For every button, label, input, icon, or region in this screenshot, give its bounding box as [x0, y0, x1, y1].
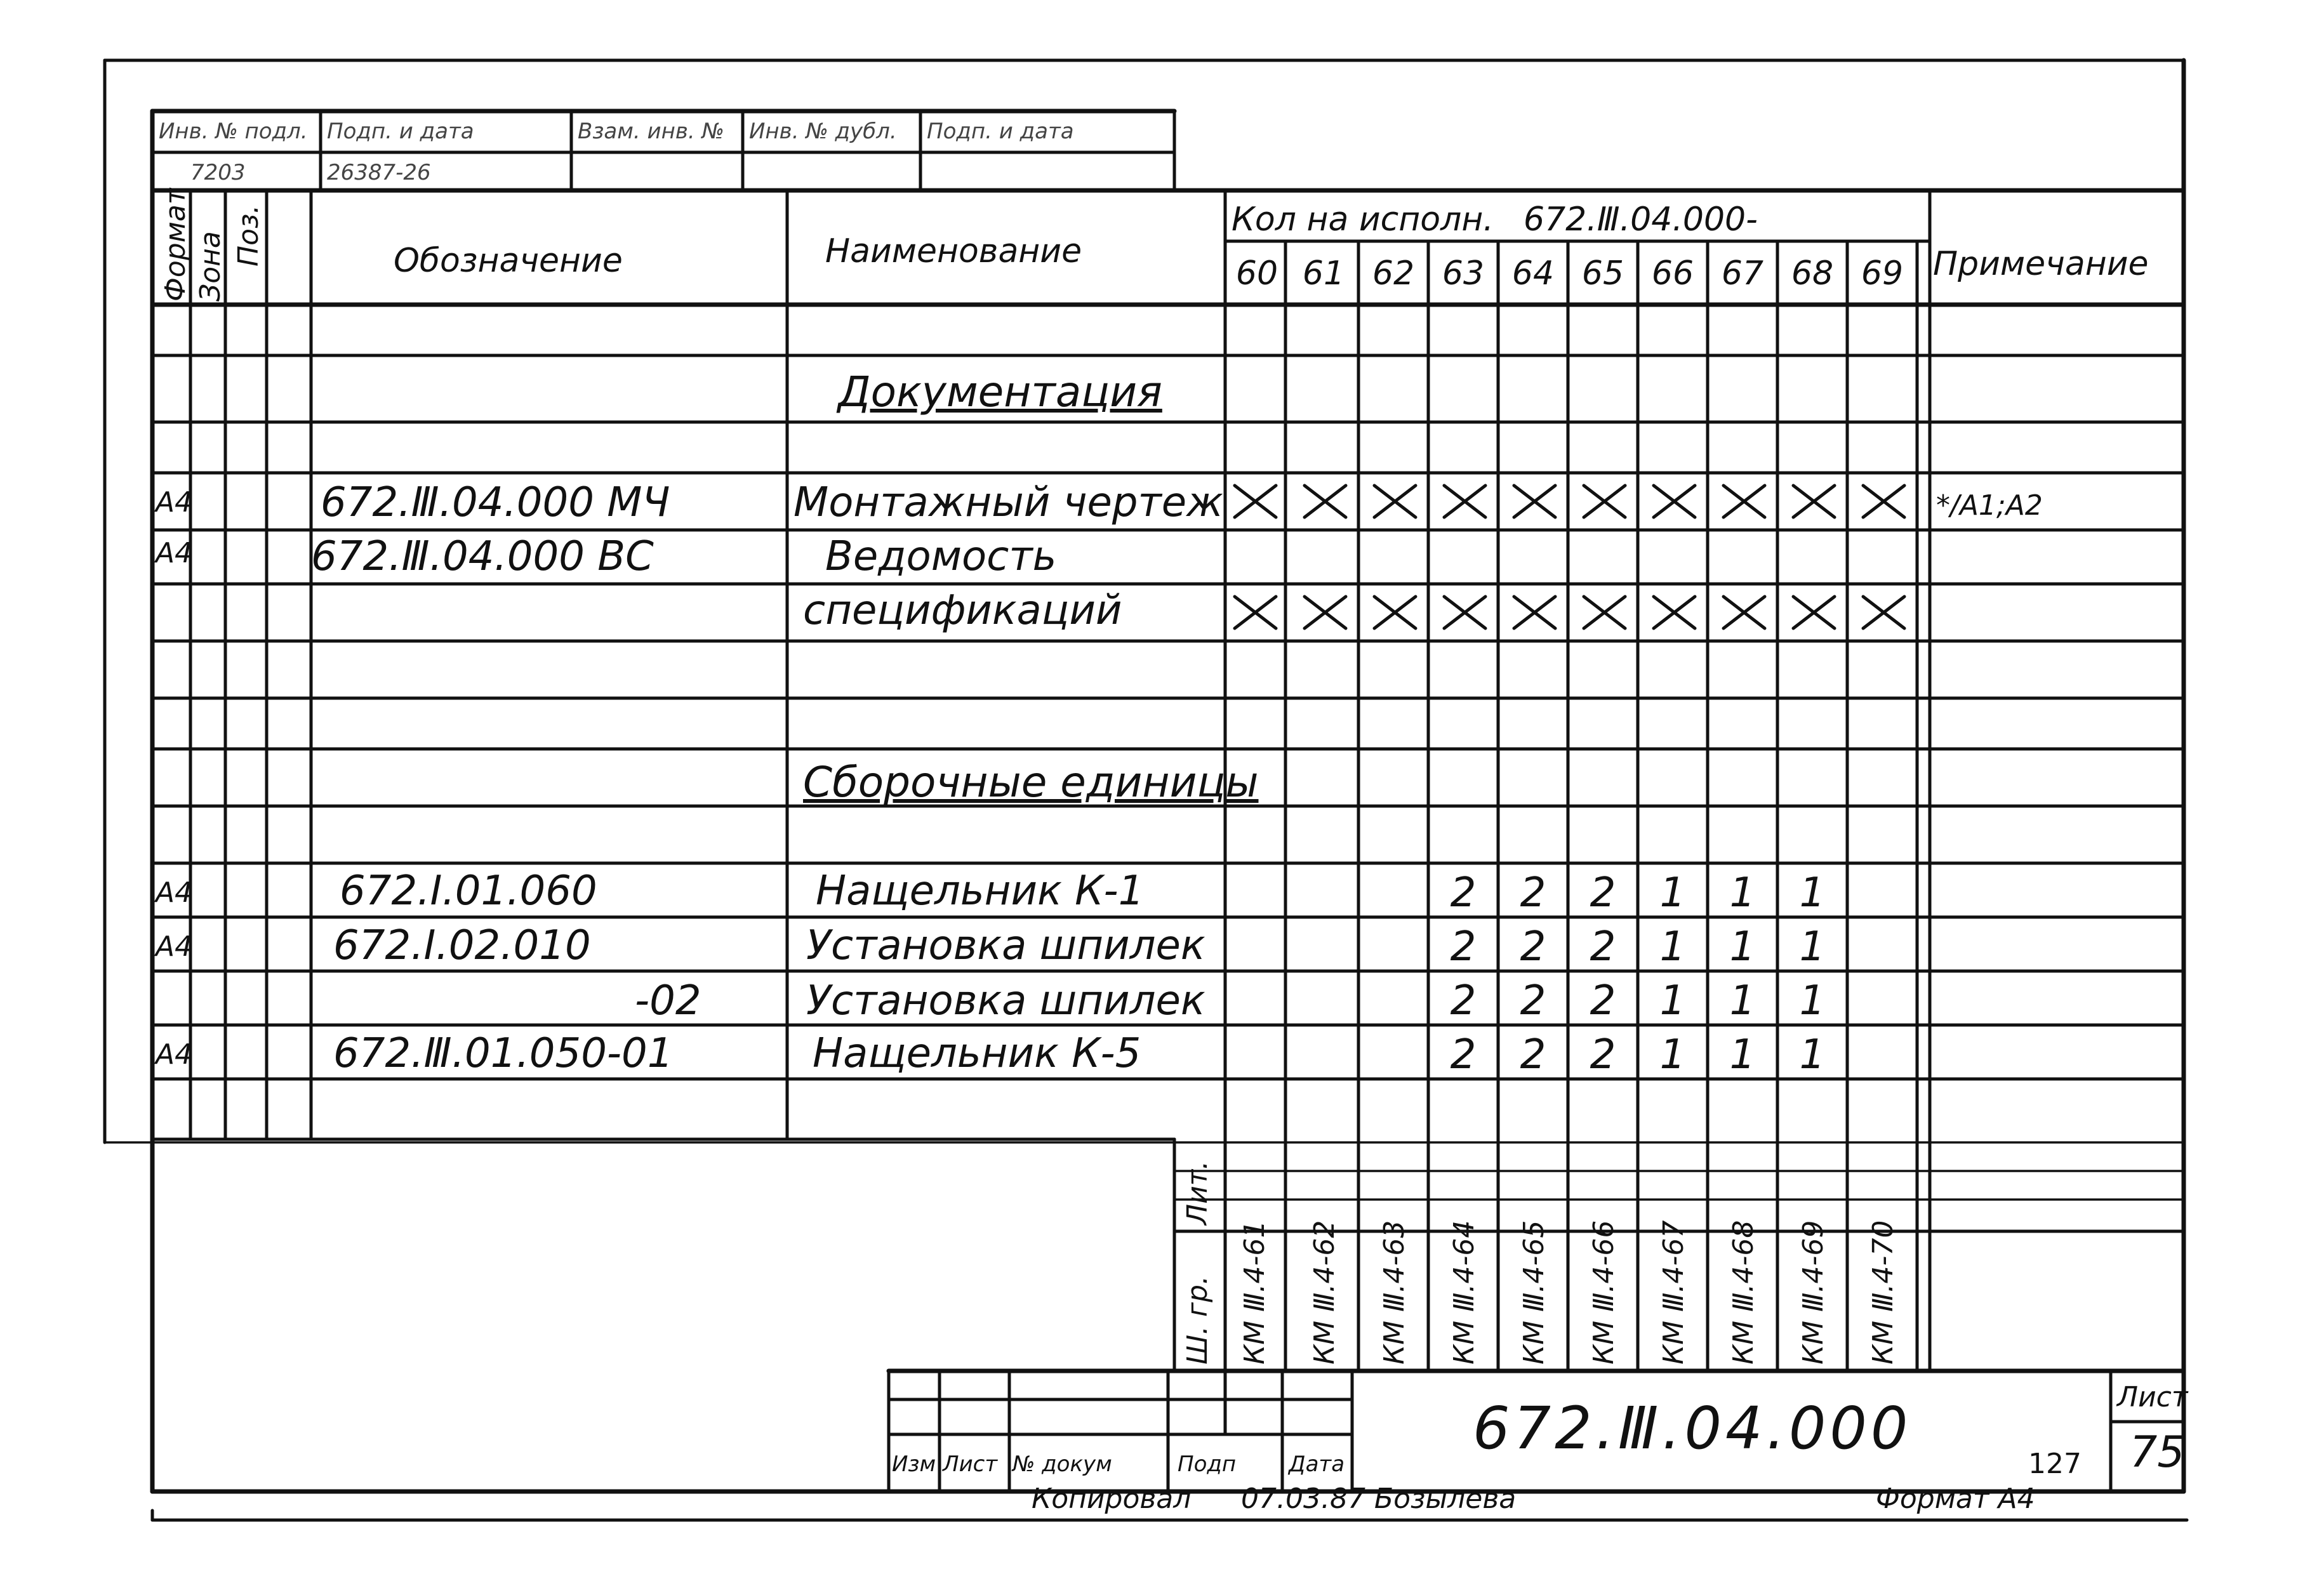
row-qty-64: 2: [1520, 1031, 1546, 1078]
stamp-list-number: 75: [2130, 1427, 2185, 1478]
row-qty-64: 2: [1520, 870, 1546, 916]
header-oboznachenie: Обозначение: [394, 242, 623, 280]
header-format: Формат: [159, 188, 192, 301]
stamp-code-62: КМ Ⅲ.4-62: [1308, 1220, 1341, 1365]
row-qty-65: 2: [1590, 977, 1616, 1024]
top-info-podp-data-2: Подп. и дата: [927, 119, 1074, 144]
row-format: A4: [156, 876, 193, 909]
header-zona: Зона: [194, 231, 227, 301]
stamp-code-61: КМ Ⅲ.4-61: [1238, 1220, 1271, 1365]
stamp-code-68: КМ Ⅲ.4-68: [1727, 1220, 1760, 1365]
row-name: Ведомость: [825, 533, 1057, 580]
stamp-label-data: Дата: [1289, 1452, 1345, 1477]
row-name: Нащельник К-5: [813, 1030, 1141, 1077]
row-name: Установка шпилек: [806, 922, 1205, 969]
row-note: */A1;A2: [1936, 489, 2043, 522]
row-name-continuation: спецификаций: [803, 587, 1122, 634]
stamp-code-70: КМ Ⅲ.4-70: [1867, 1220, 1899, 1365]
row-qty-67: 1: [1729, 1031, 1756, 1078]
row-qty-68: 1: [1799, 1031, 1826, 1078]
row-qty-63: 2: [1450, 923, 1477, 970]
stamp-code-64: КМ Ⅲ.4-64: [1448, 1220, 1480, 1365]
stamp-lit: Лит.: [1181, 1160, 1214, 1225]
row-qty-68: 1: [1799, 923, 1826, 970]
stamp-code-69: КМ Ⅲ.4-69: [1797, 1220, 1829, 1365]
header-primechanie: Примечание: [1933, 245, 2149, 283]
stamp-code-63: КМ Ⅲ.4-63: [1378, 1220, 1411, 1365]
row-qty-63: 2: [1450, 977, 1477, 1024]
header-kol-base: 672.Ⅲ.04.000-: [1524, 201, 1758, 239]
stamp-code-65: КМ Ⅲ.4-65: [1518, 1220, 1550, 1365]
row-designation: -02: [635, 977, 701, 1024]
row-qty-66: 1: [1659, 977, 1686, 1024]
row-qty-68: 1: [1799, 977, 1826, 1024]
stamp-list-label: Лист: [2117, 1381, 2188, 1413]
section-documentation: Документация: [838, 367, 1162, 416]
row-format: A4: [156, 486, 193, 519]
column-61: 61: [1302, 255, 1345, 293]
row-qty-67: 1: [1729, 923, 1756, 970]
row-designation: 672.Ⅰ.02.010: [333, 922, 591, 969]
top-info-vzam-inv: Взам. инв. №: [578, 119, 724, 144]
footer-kopiroval-detail: 07.03.87 Бозылева: [1241, 1483, 1517, 1515]
footer-format: Формат А4: [1876, 1483, 2035, 1515]
document-number: 672.Ⅲ.04.000: [1473, 1394, 1912, 1462]
header-naimenovanie: Наименование: [825, 232, 1082, 270]
stamp-label-podp: Подп: [1178, 1452, 1237, 1477]
top-info-inv-podl: Инв. № подл.: [159, 119, 308, 144]
row-format: A4: [156, 1038, 193, 1071]
column-69: 69: [1861, 255, 1904, 293]
row-format: A4: [156, 537, 193, 569]
column-63: 63: [1442, 255, 1485, 293]
row-designation: 672.Ⅲ.04.000 МЧ: [321, 479, 670, 526]
row-qty-63: 2: [1450, 1031, 1477, 1078]
row-qty-67: 1: [1729, 977, 1756, 1024]
column-64: 64: [1511, 255, 1555, 293]
row-qty-65: 2: [1590, 870, 1616, 916]
row-name: Установка шпилек: [806, 977, 1205, 1024]
stamp-sh-gr: Ш. гр.: [1181, 1275, 1214, 1365]
stamp-label-n-dokum: № докум: [1013, 1452, 1112, 1477]
column-67: 67: [1721, 255, 1764, 293]
row-qty-66: 1: [1659, 1031, 1686, 1078]
column-68: 68: [1791, 255, 1834, 293]
top-info-podp-value: 26387-26: [327, 160, 431, 185]
stamp-code-67: КМ Ⅲ.4-67: [1657, 1220, 1690, 1365]
row-designation: 672.Ⅲ.01.050-01: [333, 1030, 674, 1077]
column-66: 66: [1651, 255, 1694, 293]
row-designation: 672.Ⅰ.01.060: [340, 868, 597, 915]
row-qty-64: 2: [1520, 977, 1546, 1024]
row-qty-65: 2: [1590, 1031, 1616, 1078]
stamp-label-list: Лист: [943, 1452, 998, 1477]
row-format: A4: [156, 930, 193, 963]
row-qty-66: 1: [1659, 870, 1686, 916]
column-60: 60: [1235, 255, 1278, 293]
section-assembly-units: Сборочные единицы: [803, 758, 1259, 807]
footer-kopiroval: Копировал: [1032, 1483, 1192, 1515]
row-name: Монтажный чертеж: [793, 479, 1223, 526]
top-info-podp-data: Подп. и дата: [327, 119, 474, 144]
page-number: 127: [2028, 1448, 2082, 1480]
stamp-code-66: КМ Ⅲ.4-66: [1588, 1220, 1620, 1365]
row-qty-68: 1: [1799, 870, 1826, 916]
header-kol-label: Кол на исполн.: [1232, 201, 1494, 239]
row-qty-67: 1: [1729, 870, 1756, 916]
column-62: 62: [1372, 255, 1415, 293]
stamp-label-izm: Изм: [892, 1452, 936, 1477]
top-info-inv-value: 7203: [190, 160, 246, 185]
row-name: Нащельник К-1: [816, 868, 1145, 915]
row-qty-64: 2: [1520, 923, 1546, 970]
header-poz: Поз.: [232, 204, 265, 267]
row-designation: 672.Ⅲ.04.000 ВС: [311, 533, 654, 580]
row-qty-63: 2: [1450, 870, 1477, 916]
top-info-inv-dubl: Инв. № дубл.: [749, 119, 897, 144]
row-qty-66: 1: [1659, 923, 1686, 970]
row-qty-65: 2: [1590, 923, 1616, 970]
column-65: 65: [1581, 255, 1624, 293]
